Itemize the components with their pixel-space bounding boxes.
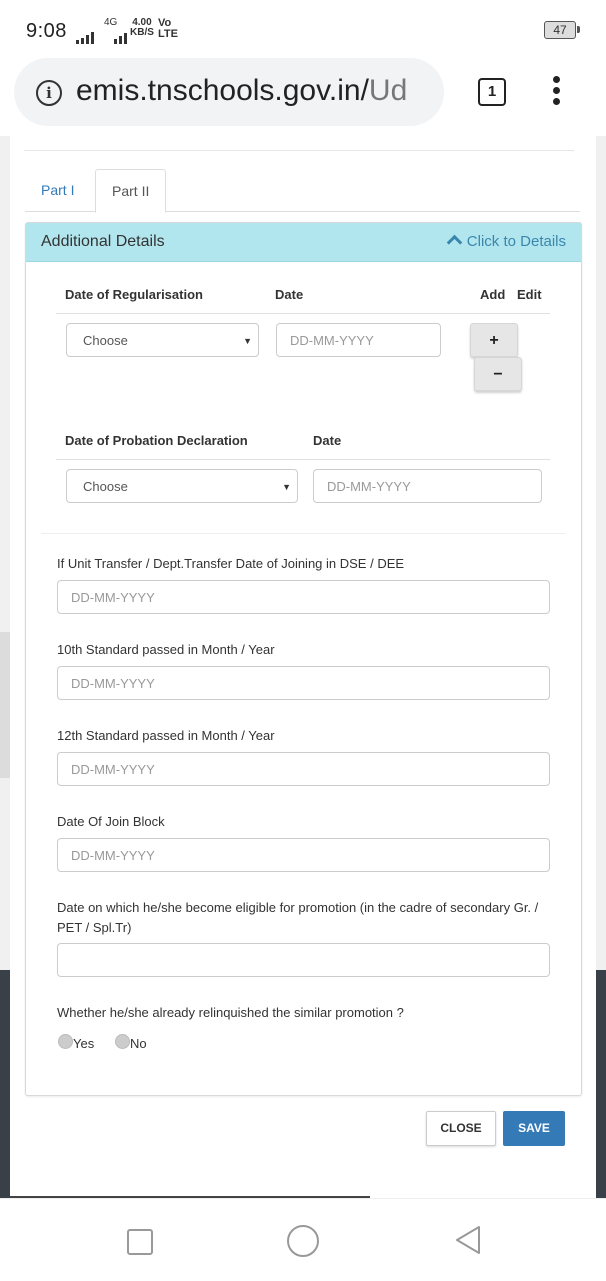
browser-toolbar: [0, 56, 606, 136]
signal-2-icon: [114, 26, 129, 44]
field-label-promotion-eligibility: Date on which he/she become eligible for promotion (in the cadre of secondary Gr. / PET / Spl.Tr): [57, 900, 539, 935]
col-edit: Edit: [517, 287, 542, 302]
info-icon[interactable]: i: [36, 80, 62, 106]
col-date-of-regularisation: Date of Regularisation: [65, 287, 203, 302]
col-add: Add: [480, 287, 506, 302]
network-small-label: 4G: [104, 17, 118, 28]
table-divider: [56, 313, 550, 314]
add-row-button[interactable]: +: [470, 323, 518, 357]
battery-icon: 47: [544, 21, 576, 39]
promotion-eligibility-input[interactable]: [57, 943, 550, 977]
probation-select[interactable]: Choose ▼: [66, 469, 298, 503]
caret-down-icon: ▼: [282, 482, 291, 492]
section-divider: [41, 533, 565, 534]
radio-no-label: No: [130, 1036, 147, 1051]
recents-icon[interactable]: [127, 1229, 153, 1255]
overflow-menu-icon[interactable]: [553, 76, 561, 109]
col-probation-date: Date: [313, 433, 342, 448]
table-divider: [56, 459, 550, 460]
radio-no[interactable]: [115, 1034, 130, 1049]
radio-yes-label: Yes: [73, 1036, 95, 1051]
twelfth-standard-input[interactable]: DD-MM-YYYY: [57, 752, 550, 786]
additional-details-panel: [25, 222, 582, 1096]
panel-header: [26, 223, 581, 262]
status-bar: [0, 0, 606, 56]
network-type: Vo LTE: [158, 17, 178, 40]
clock: 9:08: [26, 20, 67, 42]
modal-content: [10, 136, 596, 1198]
radio-yes[interactable]: [58, 1034, 73, 1049]
home-icon[interactable]: [287, 1225, 319, 1257]
page-background: [0, 136, 606, 1198]
tab-part-2[interactable]: Part II: [95, 169, 166, 213]
click-to-details-link[interactable]: Click to Details: [449, 233, 566, 250]
field-label-join-block: Date Of Join Block: [57, 814, 165, 829]
regularisation-date-input[interactable]: DD-MM-YYYY: [276, 323, 441, 357]
tenth-standard-input[interactable]: DD-MM-YYYY: [57, 666, 550, 700]
url-bar[interactable]: [14, 58, 444, 126]
data-speed: 4.00 KB/S: [130, 17, 154, 38]
chevron-up-icon: [447, 235, 463, 251]
panel-title: Additional Details: [41, 233, 165, 250]
col-date: Date: [275, 287, 304, 302]
unit-transfer-date-input[interactable]: DD-MM-YYYY: [57, 580, 550, 614]
regularisation-select[interactable]: Choose ▼: [66, 323, 259, 357]
signal-icon: [76, 26, 96, 44]
scroll-edge: [0, 632, 10, 778]
probation-date-input[interactable]: DD-MM-YYYY: [313, 469, 542, 503]
url-text[interactable]: emis.tnschools.gov.in/Ud: [76, 74, 408, 107]
system-nav-bar: [0, 1198, 606, 1281]
join-block-date-input[interactable]: DD-MM-YYYY: [57, 838, 550, 872]
save-button[interactable]: SAVE: [503, 1111, 565, 1146]
backdrop-right: [596, 970, 606, 1198]
caret-down-icon: ▼: [243, 336, 252, 346]
field-label-12th: 12th Standard passed in Month / Year: [57, 728, 275, 743]
field-label-unit-transfer: If Unit Transfer / Dept.Transfer Date of Joining in DSE / DEE: [57, 556, 405, 571]
divider: [24, 150, 574, 151]
col-date-of-probation: Date of Probation Declaration: [65, 433, 248, 448]
remove-row-button[interactable]: −: [474, 357, 522, 391]
field-label-10th: 10th Standard passed in Month / Year: [57, 642, 275, 657]
close-button[interactable]: CLOSE: [426, 1111, 496, 1146]
backdrop-left: [0, 970, 10, 1198]
relinquished-question: Whether he/she already relinquished the similar promotion ?: [57, 1005, 404, 1020]
tab-bar: [25, 169, 580, 212]
tab-part-1[interactable]: Part I: [41, 182, 75, 198]
tab-switcher-icon[interactable]: 1: [478, 78, 506, 106]
